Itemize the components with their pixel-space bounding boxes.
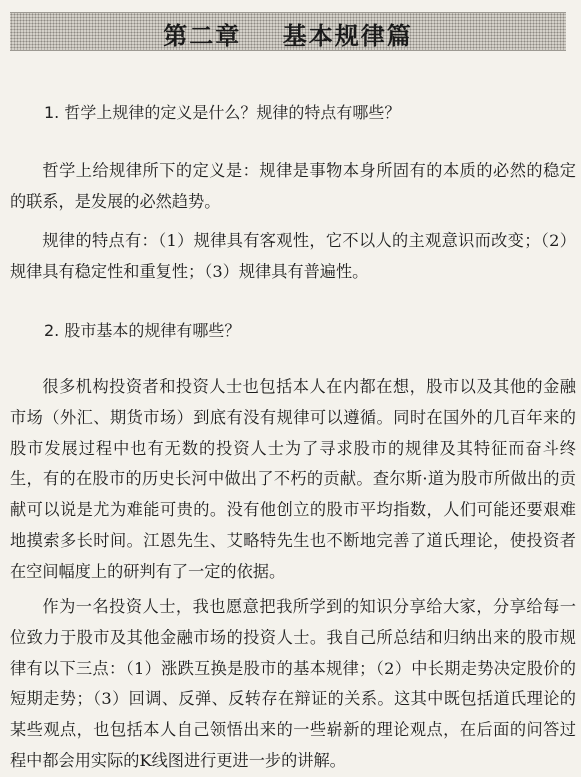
answer-2-paragraph-2: 作为一名投资人士，我也愿意把我所学到的知识分享给大家，分享给每一位致力于股市及其他金融市场的投资人士。我自己所总结和归纳出来的股市规律有以下三点：（1）涨跌互换是股市的基本规律；（2）中长期走势决定股价的短期走势；（3）回调、反弹、反转存在辩证的关系。这其中既包括道氏理论的某些观点，也包括本人自己领悟出来的一些崭新的理论观点，在后面的问答过程中都会用实际的K线图进行更进一步的讲解。 [10, 597, 576, 770]
answer-1-paragraph-2: 规律的特点有：（1）规律具有客观性，它不以人的主观意识而改变；（2）规律具有稳定性和重复性；（3）规律具有普遍性。 [10, 231, 576, 281]
answer-1-paragraph-1: 哲学上给规律所下的定义是：规律是事物本身所固有的本质的必然的稳定的联系，是发展的必然趋势。 [10, 161, 576, 211]
question-2-heading: 2. 股市基本的规律有哪些？ [44, 321, 241, 340]
answer-2-paragraph-1: 很多机构投资者和投资人士也包括本人在内都在想，股市以及其他的金融市场（外汇、期货市场）到底有没有规律可以遵循。同时在国外的几百年来的股市发展过程中也有无数的投资人士为了寻求股市的规律及其特征而奋斗终生，有的在股市的历史长河中做出了不朽的贡献。查尔斯·道为股市所做出的贡献可以说是尤为难能可贵的。没有他创立的股市平均指数，人们可能还要艰难地摸索多长时间。江恩先生、艾略特先生也不断地完善了道氏理论，使投资者在空间幅度上的研判有了一定的依据。 [10, 377, 576, 581]
chapter-title: 第二章 基本规律篇 [163, 22, 413, 50]
question-1-heading: 1. 哲学上规律的定义是什么？规律的特点有哪些？ [44, 103, 401, 122]
chapter-banner [10, 12, 566, 51]
